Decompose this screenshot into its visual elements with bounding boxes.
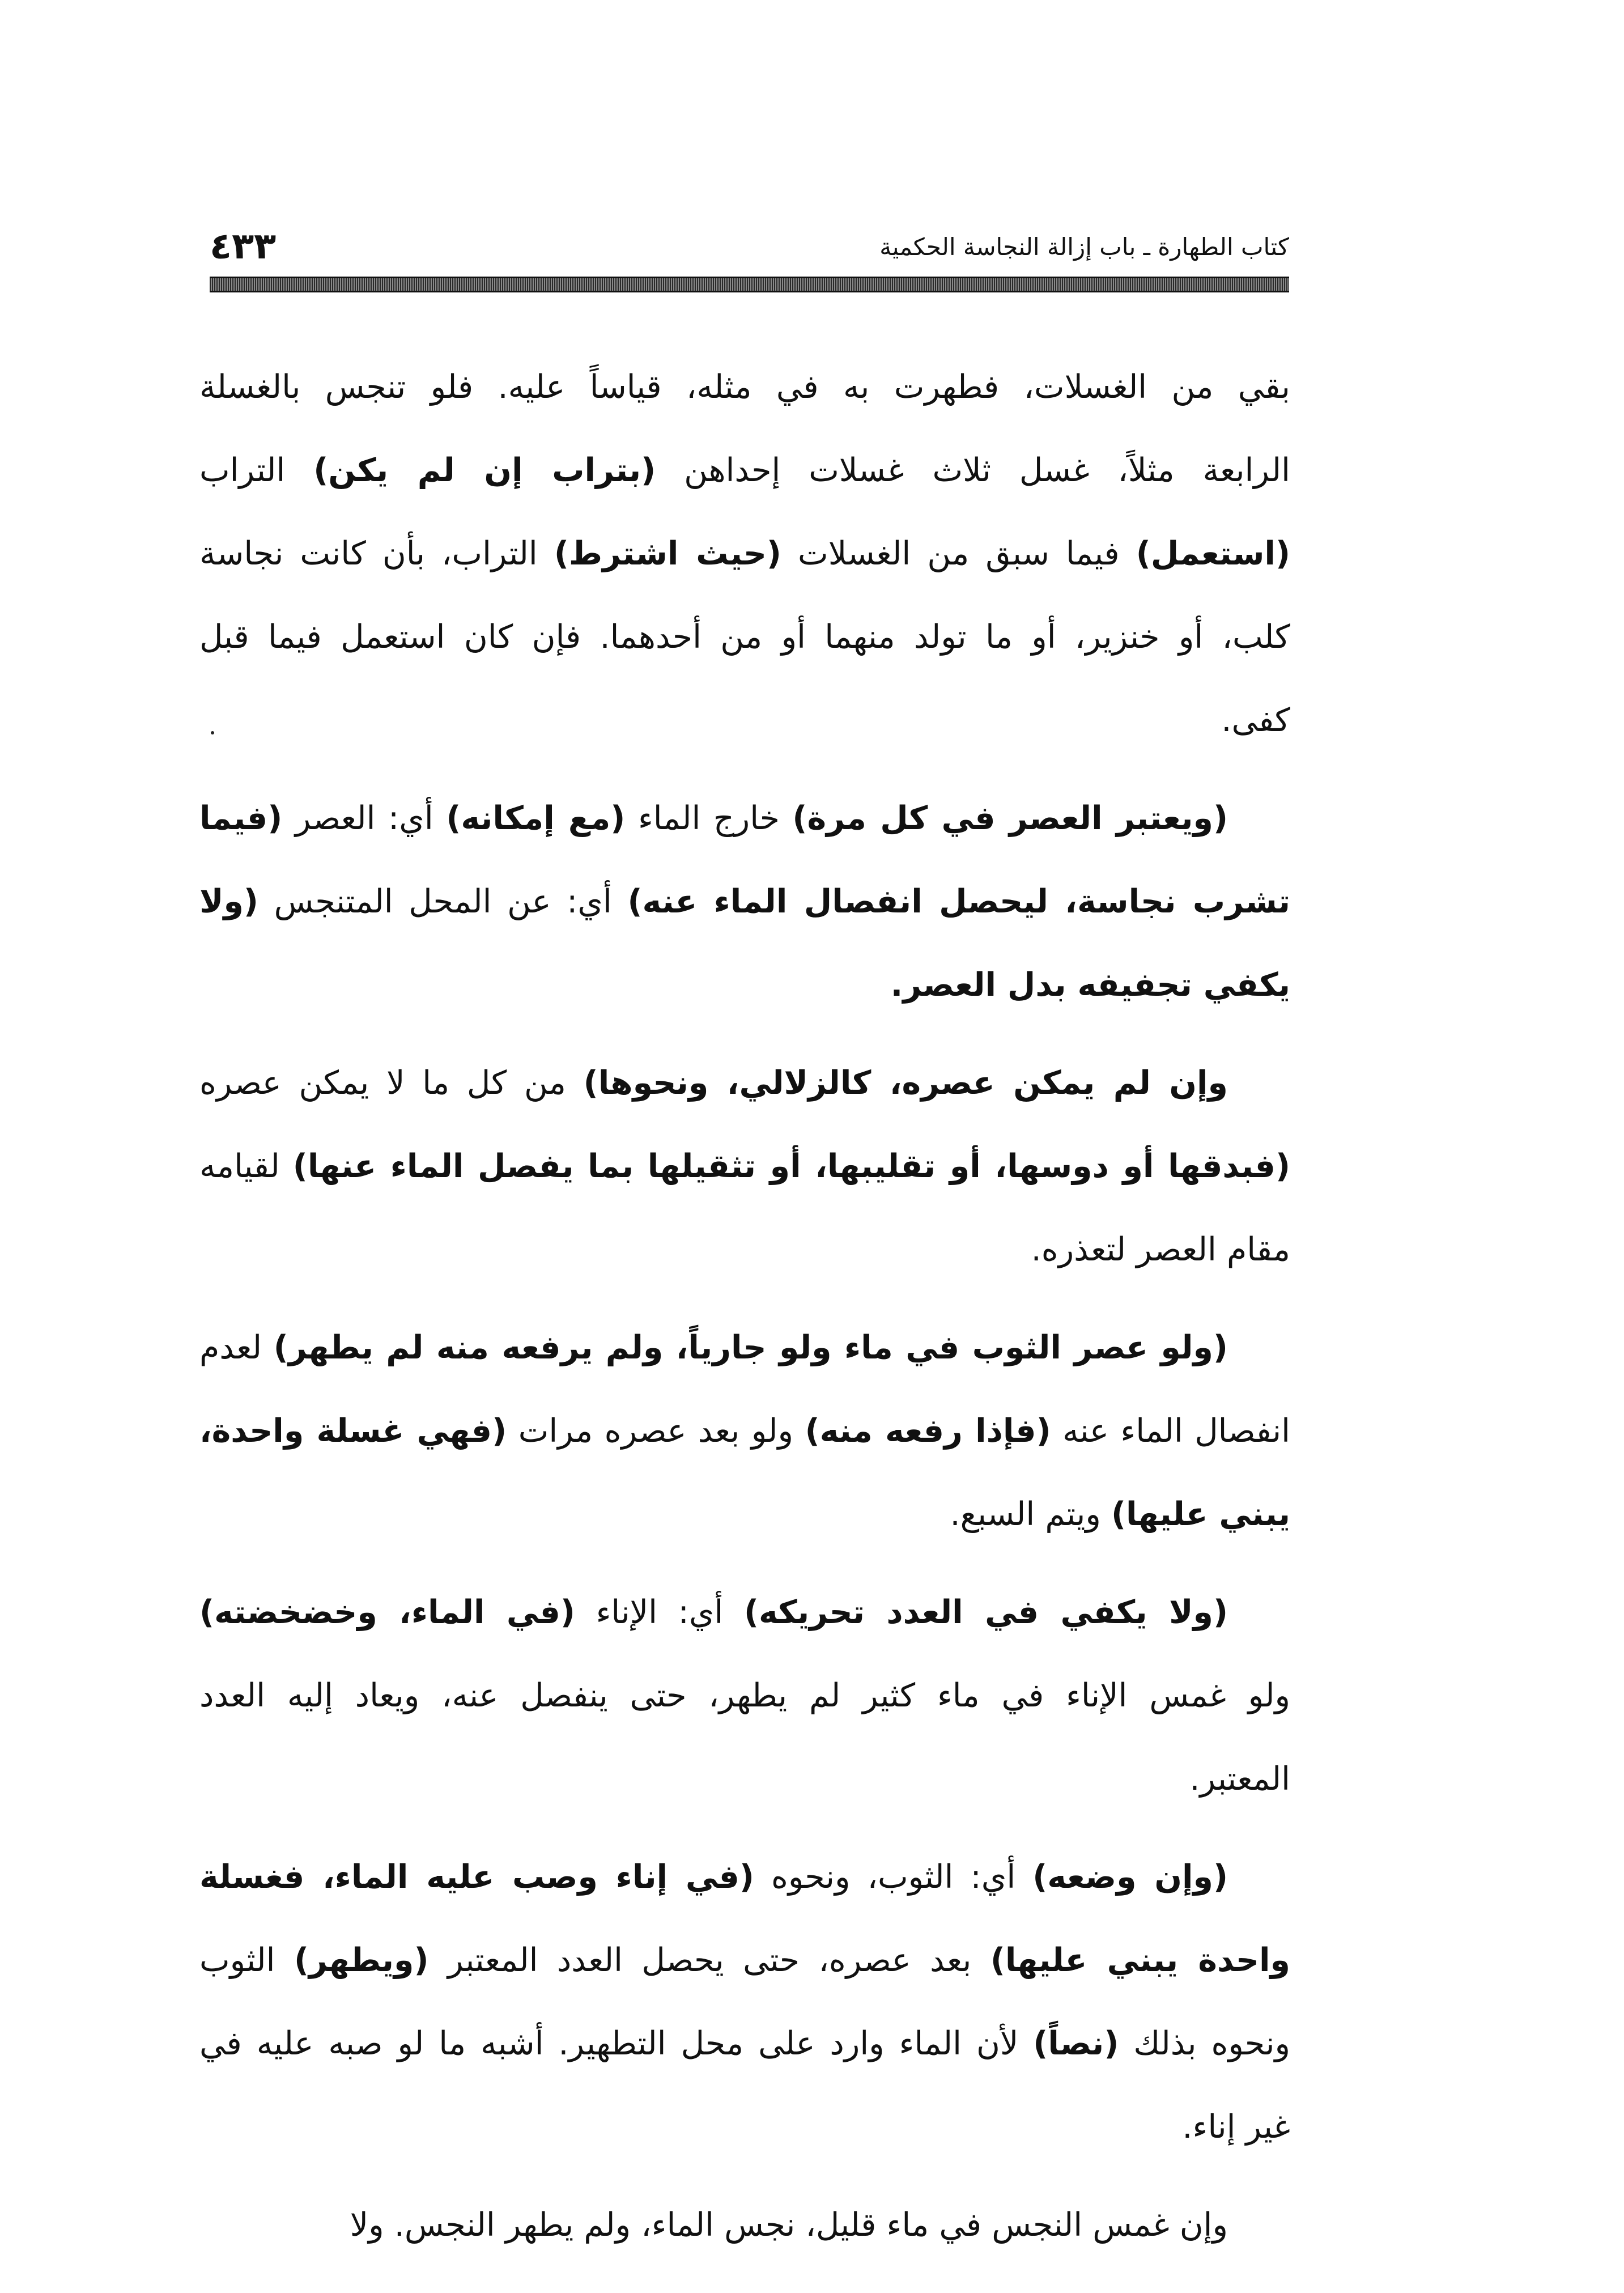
matn-text: (في إناء وصب عليه الماء، فغسلة <box>199 1858 754 1896</box>
paragraph <box>199 1836 1290 2169</box>
matn-text: (بتراب إن لم يكن) <box>313 452 656 489</box>
matn-text: تشرب نجاسة، ليحصل انفصال الماء عنه) <box>627 883 1290 920</box>
matn-text: (وإن وضعه) <box>1032 1858 1228 1896</box>
sharh-text: أي: الإناء <box>575 1594 744 1631</box>
text-line <box>199 1836 1290 1919</box>
sharh-text: لعدم <box>199 1329 274 1366</box>
matn-text: (فبدقها أو دوسها، أو تقليبها، أو تثقيلها بما يفصل الماء عنها) <box>292 1148 1291 1185</box>
paragraph <box>199 2184 1290 2267</box>
text-line <box>199 1306 1290 1390</box>
header-rule <box>210 277 1289 292</box>
header-title: كتاب الطهارة ـ باب إزالة النجاسة الحكمية <box>879 233 1289 261</box>
text-line <box>199 2002 1290 2086</box>
text-line <box>199 860 1290 944</box>
sharh-text: التراب، بأن كانت نجاسة <box>199 535 554 572</box>
page-number: ٤٣٣ <box>210 226 277 267</box>
matn-text: (مع إمكانه) <box>446 800 626 837</box>
sharh-text: ونحوه بذلك <box>1119 2025 1290 2062</box>
sharh-text: كلب، أو خنزير، أو ما تولد منهما أو من أحدهما. فإن كان استعمل فيما قبل <box>199 618 1290 656</box>
text-line <box>199 777 1290 860</box>
sharh-text: أي: عن المحل المتنجس <box>258 883 628 920</box>
matn-text: (استعمل) <box>1136 535 1290 572</box>
sharh-text: انفصال الماء عنه <box>1051 1412 1290 1450</box>
sharh-text: بعد عصره، حتى يحصل العدد المعتبر <box>428 1942 990 1979</box>
paragraph <box>199 777 1290 1027</box>
text-line <box>199 596 1290 679</box>
text-line <box>199 2184 1290 2267</box>
body-text <box>199 346 1290 2267</box>
sharh-text: غير إناء. <box>1182 2108 1290 2146</box>
paragraph <box>199 1571 1290 1821</box>
paragraph <box>199 346 1290 762</box>
paragraph-gap <box>199 1292 1290 1306</box>
sharh-text: التراب <box>199 452 314 489</box>
text-line <box>199 1919 1290 2002</box>
matn-text: (ولا <box>199 883 258 920</box>
paragraph <box>199 1042 1290 1292</box>
matn-text: (نصاً) <box>1033 2025 1119 2062</box>
sharh-text: المعتبر. <box>1189 1760 1290 1798</box>
text-line <box>199 429 1290 512</box>
text-line <box>199 346 1290 429</box>
text-line <box>199 1654 1290 1738</box>
sharh-text: كفى. <box>1221 702 1290 739</box>
sharh-text: فيما سبق من الغسلات <box>781 535 1136 572</box>
sharh-text: الرابعة مثلاً، غسل ثلاث غسلات إحداهن <box>656 452 1290 489</box>
running-header <box>210 224 1289 269</box>
text-line <box>199 1125 1290 1208</box>
paragraph-gap <box>199 1556 1290 1571</box>
sharh-text: مقام العصر لتعذره. <box>1031 1231 1290 1268</box>
paragraph-gap <box>199 1027 1290 1042</box>
matn-text: (فهي غسلة واحدة، <box>199 1412 507 1450</box>
matn-text: (في الماء، وخضخضته) <box>199 1594 575 1631</box>
matn-text: يكفي تجفيفه بدل العصر. <box>890 966 1290 1004</box>
text-line <box>199 1208 1290 1292</box>
text-line <box>199 1571 1290 1654</box>
matn-text: (ويعتبر العصر في كل مرة) <box>792 800 1228 837</box>
text-line <box>199 679 1290 762</box>
text-line <box>199 1390 1290 1473</box>
matn-text: يبني عليها) <box>1111 1496 1290 1533</box>
sharh-text: الثوب <box>199 1942 294 1979</box>
paragraph-gap <box>199 1821 1290 1836</box>
matn-text: (ويطهر) <box>294 1942 429 1979</box>
sharh-text: ويتم السبع. <box>950 1496 1111 1533</box>
sharh-text: من كل ما لا يمكن عصره <box>199 1064 584 1102</box>
matn-text: وإن لم يمكن عصره، كالزلالي، ونحوها) <box>583 1064 1228 1102</box>
sharh-text: لقيامه <box>199 1148 293 1185</box>
sharh-text: وإن غمس النجس في ماء قليل، نجس الماء، ولم يطهر النجس. ولا <box>350 2206 1228 2244</box>
text-line <box>199 1473 1290 1556</box>
text-line <box>199 2086 1290 2169</box>
text-line <box>199 1042 1290 1125</box>
sharh-text: لأن الماء وارد على محل التطهير. أشبه ما لو صبه عليه في <box>199 2025 1034 2062</box>
text-line <box>199 512 1290 596</box>
matn-text: واحدة يبني عليها) <box>990 1942 1290 1979</box>
text-line <box>199 1738 1290 1821</box>
matn-text: (ولو عصر الثوب في ماء ولو جارياً، ولم يرفعه منه لم يطهر) <box>273 1329 1228 1366</box>
matn-text: (فإذا رفعه منه) <box>805 1412 1051 1450</box>
sharh-text: خارج الماء <box>625 800 793 837</box>
sharh-text: ولو بعد عصره مرات <box>507 1412 805 1450</box>
paragraph <box>199 1306 1290 1556</box>
sharh-text: أي: الثوب، ونحوه <box>754 1858 1033 1896</box>
matn-text: (فيما <box>199 800 283 837</box>
sharh-text: ولو غمس الإناء في ماء كثير لم يطهر، حتى ينفصل عنه، ويعاد إليه العدد <box>199 1677 1290 1714</box>
matn-text: (حيث اشترط) <box>554 535 781 572</box>
matn-text: (ولا يكفي في العدد تحريكه) <box>743 1594 1228 1631</box>
sharh-text: بقي من الغسلات، فطهرت به في مثله، قياساً عليه. فلو تنجس بالغسلة <box>199 368 1290 406</box>
paragraph-gap <box>199 762 1290 777</box>
text-line <box>199 944 1290 1027</box>
sharh-text: أي: العصر <box>282 800 447 837</box>
paragraph-gap <box>199 2169 1290 2184</box>
